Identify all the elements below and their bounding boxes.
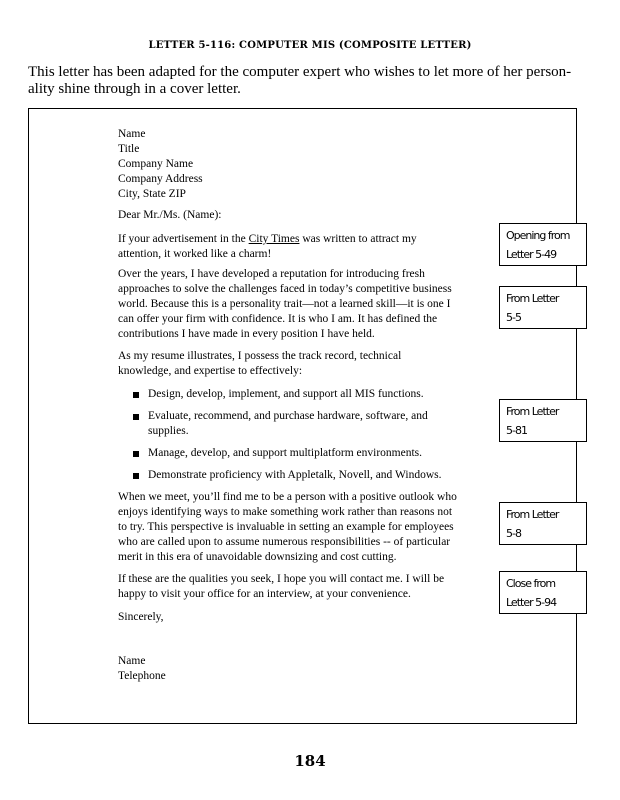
paragraph-line: approaches to solve the challenges faced in today’s competitive business — [118, 283, 452, 295]
address-line: Company Address — [118, 173, 203, 185]
bullet-square-icon — [133, 392, 139, 398]
address-line: City, State ZIP — [118, 188, 186, 200]
paragraph-line: merit in this era of unavoidable downsizing and cost cutting. — [118, 551, 397, 563]
paragraph-line: When we meet, you’ll find me to be a person with a positive outlook who — [118, 491, 457, 503]
recipient-address — [118, 127, 493, 202]
paragraph-line: happy to visit your office for an interview, at your convenience. — [118, 588, 411, 600]
bullet-text: Manage, develop, and support multiplatform environments. — [148, 447, 423, 459]
paragraph-line: world. Because this is a personality trait—not a learned skill—it is one I — [118, 298, 451, 310]
bullet-text: Demonstrate proficiency with Appletalk, Novell, and Windows. — [148, 469, 442, 481]
note-line: From Letter — [506, 405, 559, 418]
signature-block — [118, 654, 493, 684]
bullet-item — [133, 468, 483, 483]
salutation — [118, 208, 493, 223]
note-line: 5-8 — [506, 527, 521, 540]
bullet-square-icon — [133, 414, 139, 420]
bullet-text: supplies. — [148, 425, 189, 437]
paragraph-line: to try. This perspective is invaluable in setting an example for employees — [118, 521, 454, 533]
bullet-text: Evaluate, recommend, and purchase hardware, software, and — [148, 410, 428, 422]
note-line: From Letter — [506, 292, 559, 305]
address-line: Company Name — [118, 158, 194, 170]
bullet-item — [133, 387, 483, 402]
note-line: 5-5 — [506, 311, 521, 324]
bullet-text: Design, develop, implement, and support all MIS functions. — [148, 388, 424, 400]
paragraph-outlook — [118, 490, 493, 565]
bullet-square-icon — [133, 473, 139, 479]
closing-text: Sincerely, — [118, 611, 164, 623]
address-line: Name — [118, 128, 146, 140]
paragraph-line: If these are the qualities you seek, I hope you will contact me. I will be — [118, 573, 445, 585]
bullet-square-icon — [133, 451, 139, 457]
note-line: From Letter — [506, 508, 559, 521]
paragraph-line: who are called upon to assume numerous responsibilities -- of particular — [118, 536, 451, 548]
margin-note — [499, 286, 587, 329]
paragraph-opening — [118, 232, 493, 262]
paragraph-close — [118, 572, 493, 602]
paragraph-reputation — [118, 267, 493, 342]
note-line: 5-81 — [506, 424, 527, 437]
intro-line: ality shine through in a cover letter. — [28, 81, 241, 97]
paragraph-line: attention, it worked like a charm! — [118, 248, 272, 260]
margin-note — [499, 223, 587, 266]
bullet-item — [133, 409, 483, 439]
paragraph-line: contributions I have made in every position I have held. — [118, 328, 375, 340]
paragraph-line — [118, 232, 493, 247]
margin-note — [499, 502, 587, 545]
address-line: Title — [118, 143, 140, 155]
closing — [118, 610, 493, 625]
paragraph-line: As my resume illustrates, I possess the track record, technical — [118, 350, 402, 362]
paragraph-line: knowledge, and expertise to effectively: — [118, 365, 303, 377]
paragraph-line: enjoys identifying ways to make something work rather than reasons not — [118, 506, 453, 518]
signature-line: Name — [118, 655, 146, 667]
publication-name: City Times — [248, 233, 300, 245]
margin-note — [499, 399, 587, 442]
margin-note — [499, 571, 587, 614]
intro-line: This letter has been adapted for the computer expert who wishes to let more of her person- — [28, 64, 572, 80]
note-line: Letter 5-94 — [506, 596, 557, 609]
salutation-text: Dear Mr./Ms. (Name): — [118, 209, 222, 221]
note-line: Close from — [506, 577, 556, 590]
page-heading: LETTER 5-116: COMPUTER MIS (COMPOSITE LETTER) — [148, 40, 472, 51]
page-number: 184 — [294, 752, 326, 770]
paragraph-line: can offer your firm with confidence. It is who I am. It has defined the — [118, 313, 438, 325]
signature-line: Telephone — [118, 670, 166, 682]
paragraph-resume — [118, 349, 493, 379]
intro-text — [28, 64, 588, 98]
text-segment: was written to attract my — [299, 233, 417, 245]
paragraph-line: Over the years, I have developed a reputation for introducing fresh — [118, 268, 425, 280]
note-line: Letter 5-49 — [506, 248, 557, 261]
bullet-item — [133, 446, 483, 461]
note-line: Opening from — [506, 229, 570, 242]
text-segment: If your advertisement in the — [118, 233, 249, 245]
